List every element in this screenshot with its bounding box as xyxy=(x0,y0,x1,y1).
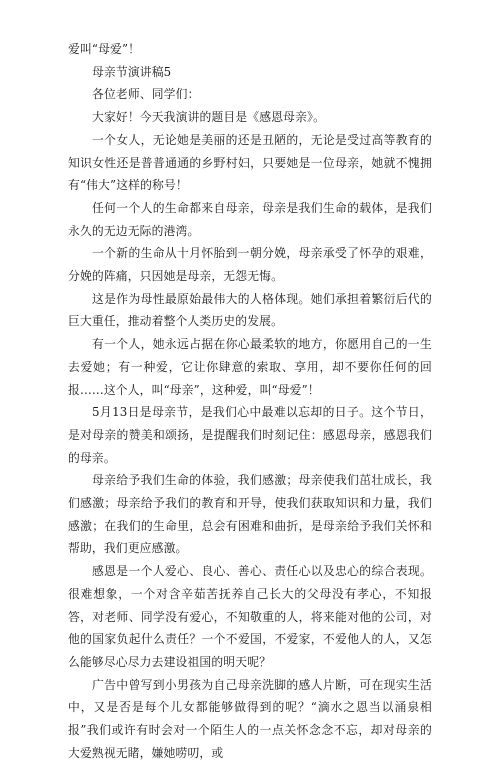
paragraph-6: 有一个人，她永远占据在你心最柔软的地方，你愿用自己的一生去爱她；有一种爱，它让你肆意的索取、享用，却不要你任何的回报……这个人，叫“母亲”，这种爱，叫“母爱”！ xyxy=(68,337,432,397)
paragraph-2: 一个女人，无论她是美丽的还是丑陋的，无论是受过高等教育的知识女性还是普普通通的乡野村妇，只要她是一位母亲，她就不愧拥有“伟大”这样的称号！ xyxy=(68,132,432,193)
paragraph-5: 这是作为母性最原始最伟大的人格体现。她们承担着繁衍后代的巨大重任，推动着整个人类历史的发展。 xyxy=(68,291,432,329)
speech-heading: 母亲节演讲稿5 xyxy=(92,64,172,79)
paragraph-3: 任何一个人的生命都来自母亲，母亲是我们生命的载体，是我们永久的无边无际的港湾。 xyxy=(68,200,432,238)
paragraph-8: 母亲给予我们生命的体验，我们感激；母亲使我们茁壮成长，我们感激；母亲给予我们的教育和开导，使我们获取知识和力量，我们感激；在我们的生命里，总会有困难和曲折，是母亲给予我们关怀和帮助，我们更应感激。 xyxy=(68,473,432,556)
salutation: 各位老师、同学们： xyxy=(92,87,200,102)
paragraph-9: 感恩是一个人爱心、良心、善心、责任心以及忠心的综合表现。很难想象，一个对含辛茹苦抚养自己长大的父母没有孝心，不知报答，对老师、同学没有爱心，不知敬重的人，将来能对他的公司，对他的国家负起什么责任？一个不爱国，不爱家，不爱他人的人，又怎么能够尽心尽力去建设祖国的明天呢？ xyxy=(68,564,432,669)
paragraph-10: 广告中曾写到小男孩为自己母亲洗脚的感人片断，可在现实生活中，又是否是每个儿女都能够做得到的呢？“滴水之恩当以涌泉相报”我们或许有时会对一个陌生人的一点关怀念念不忘，却对母亲的大爱熟视无睹，嫌她唠叨，或 xyxy=(68,677,432,760)
paragraph-7: 5月13日是母亲节，是我们心中最难以忘却的日子。这个节日，是对母亲的赞美和颂扬，是提醒我们时刻记住：感恩母亲，感恩我们的母亲。 xyxy=(68,405,432,465)
paragraph-greeting: 大家好！今天我演讲的题目是《感恩母亲》。 xyxy=(92,110,326,125)
document-body xyxy=(68,38,432,765)
paragraph-1: 爱叫“母爱”！ xyxy=(68,42,141,56)
paragraph-4: 一个新的生命从十月怀胎到一朝分娩，母亲承受了怀孕的艰难，分娩的阵痛，只因她是母亲，无怨无悔。 xyxy=(68,246,432,284)
